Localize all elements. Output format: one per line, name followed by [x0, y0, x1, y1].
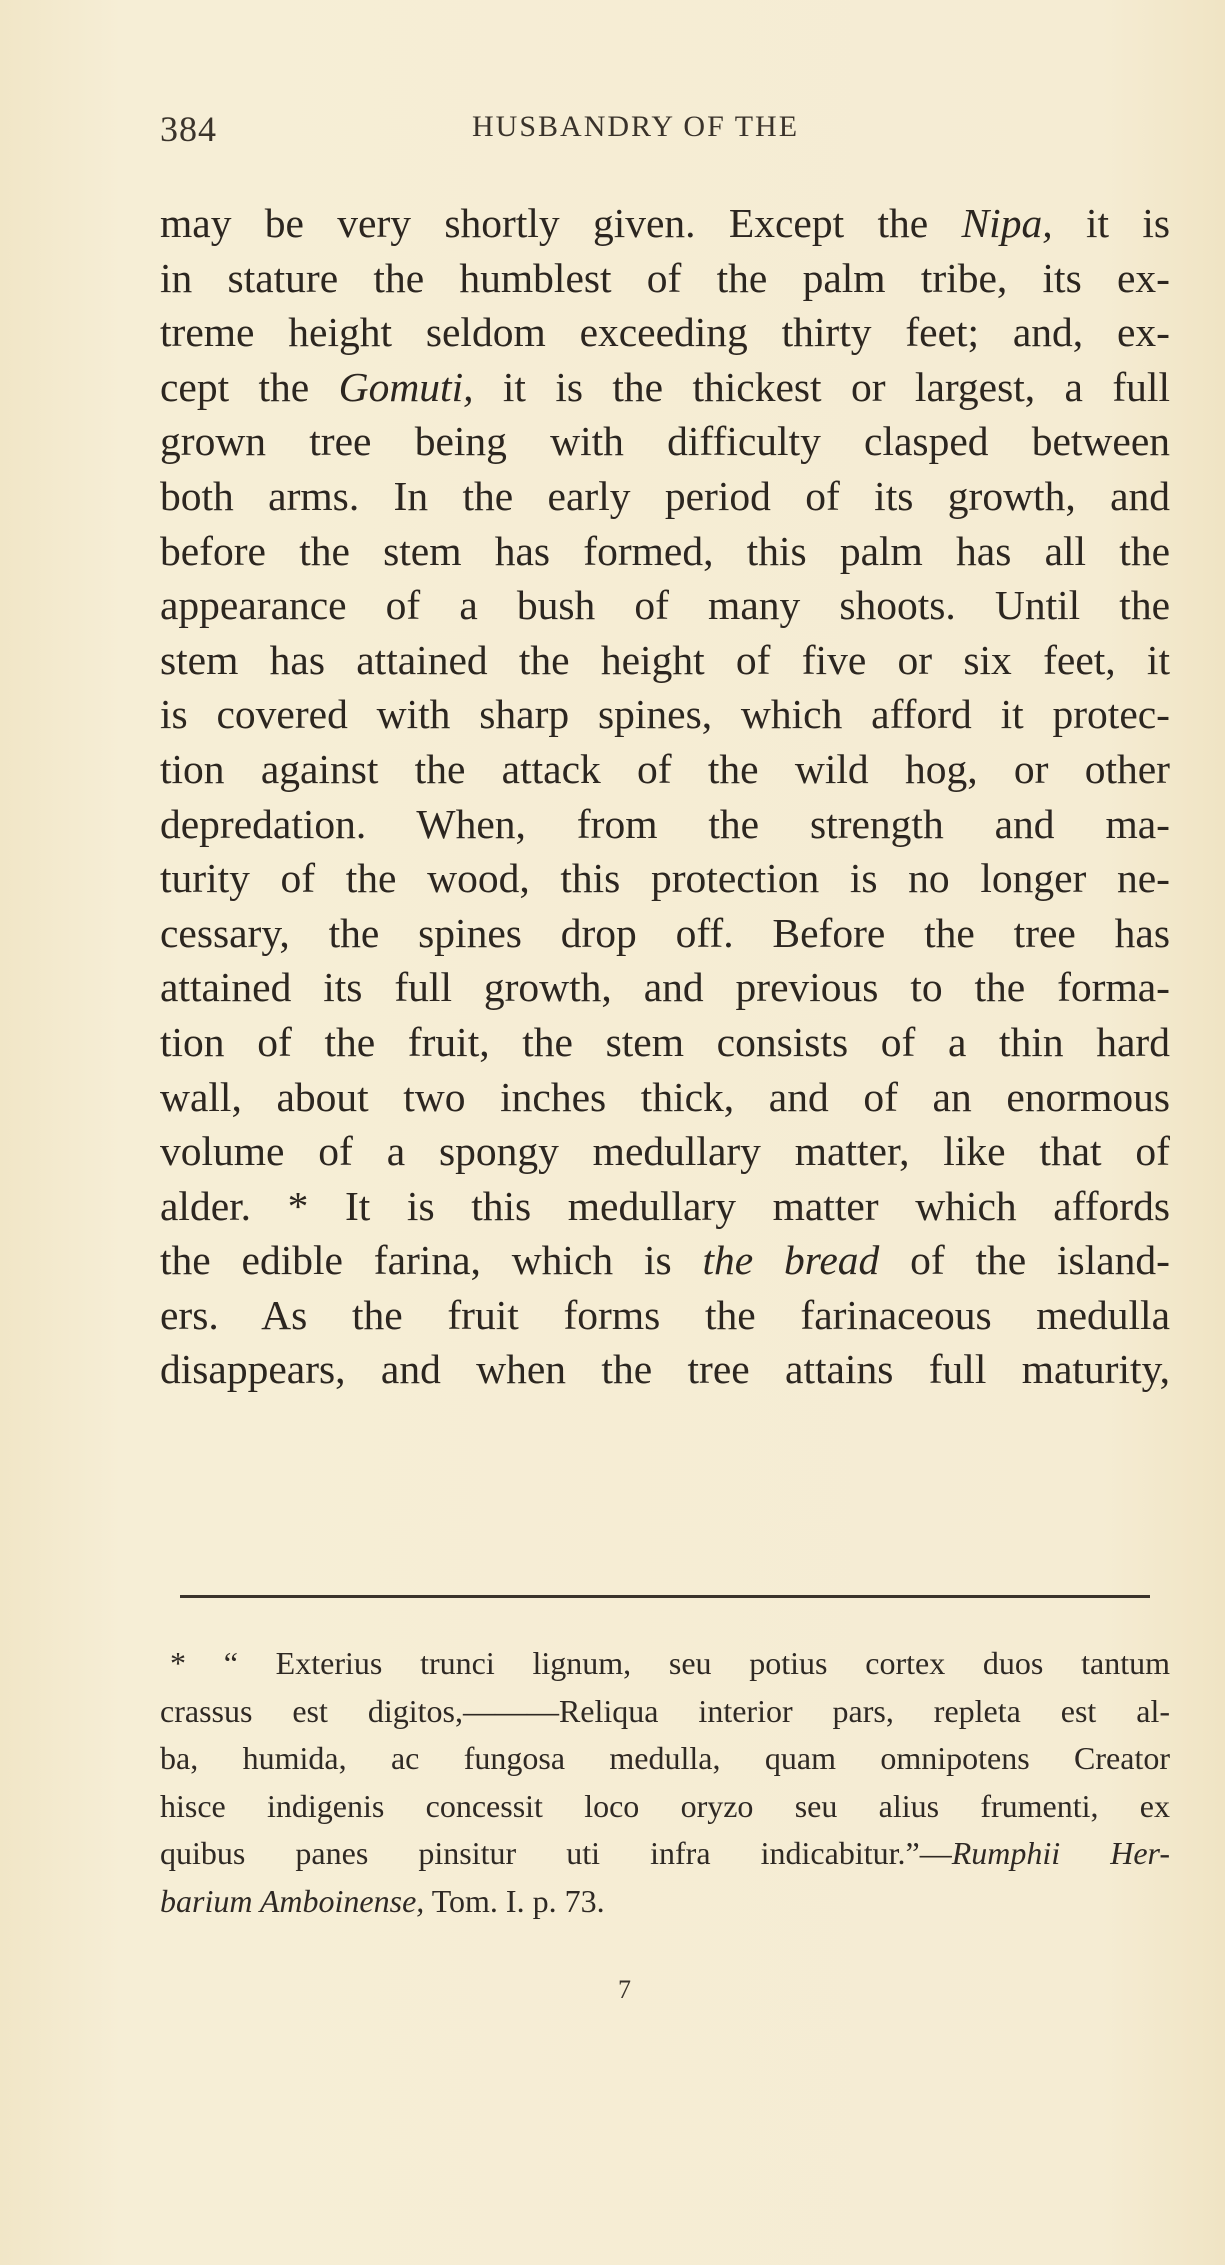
text-line: before the stem has formed, this palm has all the — [160, 527, 1170, 574]
text-line: cessary, the spines drop off. Before the tree has — [160, 909, 1170, 956]
italic-term: Nipa, — [961, 200, 1053, 246]
page-header — [160, 108, 1170, 158]
text-line: tion against the attack of the wild hog, or other — [160, 745, 1170, 792]
text-line: attained its full growth, and previous to the forma- — [160, 964, 1170, 1011]
footnote-line: barium Amboinense, Tom. I. p. 73. — [160, 1882, 605, 1919]
italic-citation: Rumphii Her- — [951, 1835, 1171, 1871]
text-line: treme height seldom exceeding thirty feet; and, ex- — [160, 309, 1170, 356]
page-number: 384 — [160, 109, 217, 149]
text-line: turity of the wood, this protection is no longer ne- — [160, 855, 1170, 902]
text-line: in stature the humblest of the palm tribe, its ex- — [160, 254, 1170, 301]
text-line: disappears, and when the tree attains full maturity, — [160, 1346, 1170, 1393]
body-text — [160, 196, 1170, 1397]
footnote-line: * “ Exterius trunci lignum, seu potius cortex duos tantum — [170, 1645, 1170, 1681]
signature-mark: 7 — [618, 1975, 631, 2004]
text-line: cept the Gomuti, it is the thickest or largest, a full — [160, 363, 1170, 410]
footnote-line: hisce indigenis concessit loco oryzo seu alius frumenti, ex — [160, 1787, 1170, 1824]
text-line: wall, about two inches thick, and of an enormous — [160, 1073, 1170, 1120]
footnote-divider — [180, 1595, 1150, 1598]
footnote-line: quibus panes pinsitur uti infra indicabitur.”—Rumphii Her- — [160, 1835, 1171, 1871]
footnote-line: ba, humida, ac fungosa medulla, quam omnipotens Creator — [160, 1740, 1170, 1776]
text-line: alder. * It is this medullary matter which affords — [160, 1182, 1170, 1229]
text-line: stem has attained the height of five or six feet, it — [160, 636, 1170, 683]
text-line: the edible farina, which is the bread of the island- — [160, 1237, 1170, 1284]
footnote — [160, 1640, 1170, 1925]
text-line: ers. As the fruit forms the farinaceous medulla — [160, 1291, 1170, 1338]
text-line: is covered with sharp spines, which afford it protec- — [160, 691, 1170, 738]
text-line: both arms. In the early period of its growth, and — [160, 472, 1170, 519]
text-line: volume of a spongy medullary matter, like that of — [160, 1128, 1170, 1175]
text-line: depredation. When, from the strength and ma- — [160, 800, 1170, 847]
text-line: tion of the fruit, the stem consists of a thin hard — [160, 1018, 1170, 1065]
text-line: grown tree being with difficulty clasped between — [160, 418, 1170, 465]
italic-term: Gomuti, — [338, 363, 474, 410]
text-line: may be very shortly given. Except the Nipa, it is — [160, 200, 1171, 246]
italic-term: the bread — [702, 1237, 880, 1284]
text-line: appearance of a bush of many shoots. Until the — [160, 582, 1170, 629]
italic-citation: barium Amboinense, — [160, 1882, 425, 1919]
running-head: HUSBANDRY OF THE — [472, 110, 800, 143]
footnote-line: crassus est digitos,———Reliqua interior pars, repleta est al- — [160, 1692, 1170, 1729]
